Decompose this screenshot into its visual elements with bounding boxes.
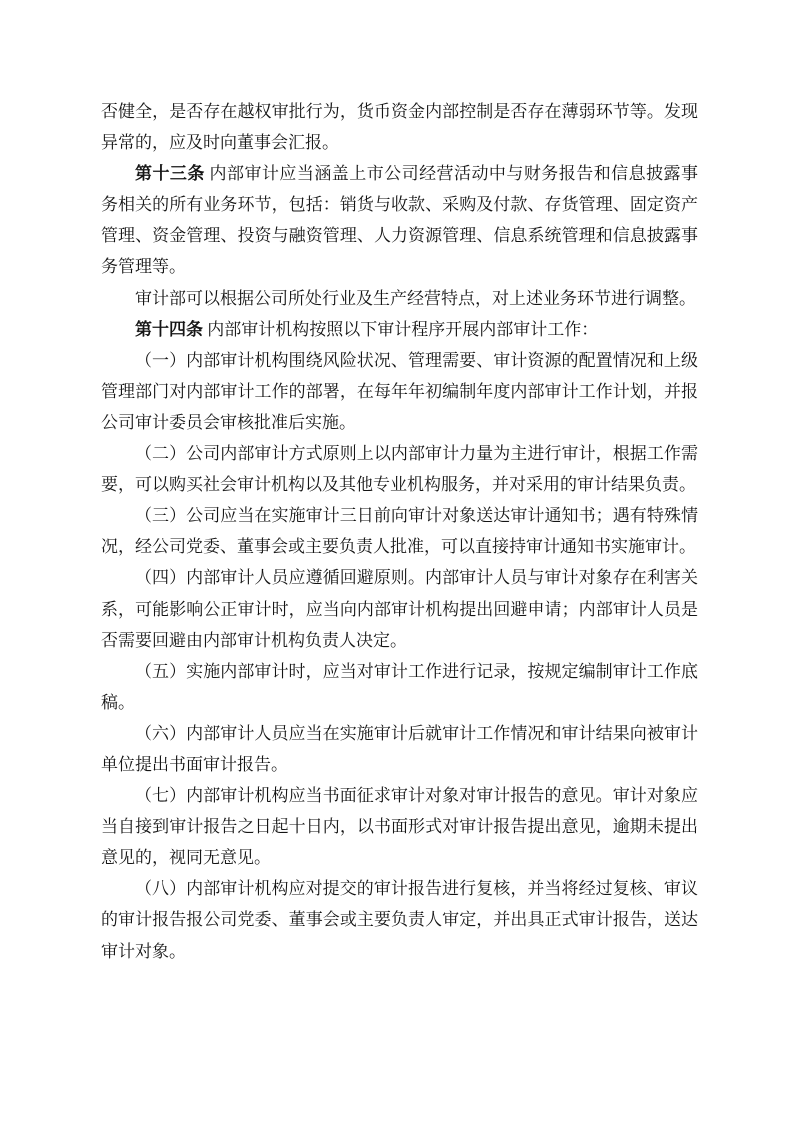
text-run: 况，经公司党委、董事会或主要负责人批准，可以直接持审计通知书实施审计。 <box>101 537 696 557</box>
text-run: 异常的，应及时向董事会汇报。 <box>101 133 339 153</box>
document-line <box>101 625 698 656</box>
text-run: （四）内部审计人员应遵循回避原则。内部审计人员与审计对象存在利害关 <box>135 568 698 588</box>
text-run: 务管理等。 <box>101 257 186 277</box>
document-content <box>101 96 698 967</box>
document-line <box>101 314 698 345</box>
article-number: 第十四条 <box>135 319 203 339</box>
document-line <box>101 189 698 220</box>
article-number: 第十三条 <box>135 164 205 184</box>
document-line <box>101 562 698 593</box>
document-line <box>101 904 698 935</box>
document-line <box>101 96 698 127</box>
document-line <box>101 531 698 562</box>
document-line <box>101 842 698 873</box>
text-run: 管理部门对内部审计工作的部署，在每年年初编制年度内部审计工作计划，并报 <box>101 381 698 401</box>
document-line <box>101 407 698 438</box>
text-run: 系，可能影响公正审计时，应当向内部审计机构提出回避申请；内部审计人员是 <box>101 599 698 619</box>
document-line <box>101 936 698 967</box>
document-line <box>101 749 698 780</box>
text-run: 意见的，视同无意见。 <box>101 848 271 868</box>
document-line <box>101 469 698 500</box>
text-run: （一）内部审计机构围绕风险状况、管理需要、审计资源的配置情况和上级 <box>135 350 698 370</box>
text-run: 内部审计机构按照以下审计程序开展内部审计工作： <box>203 319 599 339</box>
document-line <box>101 500 698 531</box>
document-line <box>101 780 698 811</box>
text-run: 当自接到审计报告之日起十日内，以书面形式对审计报告提出意见，逾期未提出 <box>101 817 698 837</box>
text-run: （八）内部审计机构应对提交的审计报告进行复核，并当将经过复核、审议 <box>135 879 698 899</box>
document-line <box>101 376 698 407</box>
text-run: 稿。 <box>101 692 135 712</box>
text-run: 单位提出书面审计报告。 <box>101 754 288 774</box>
text-run: （二）公司内部审计方式原则上以内部审计力量为主进行审计，根据工作需 <box>135 444 698 464</box>
text-run: （三）公司应当在实施审计三日前向审计对象送达审计通知书；遇有特殊情 <box>135 506 698 526</box>
text-run: （六）内部审计人员应当在实施审计后就审计工作情况和审计结果向被审计 <box>135 723 698 743</box>
document-line <box>101 687 698 718</box>
document-line <box>101 251 698 282</box>
document-line <box>101 873 698 904</box>
text-run: 要，可以购买社会审计机构以及其他专业机构服务，并对采用的审计结果负责。 <box>101 475 696 495</box>
document-line <box>101 127 698 158</box>
document-line <box>101 158 698 189</box>
document-line <box>101 283 698 314</box>
text-run: 务相关的所有业务环节，包括：销货与收款、采购及付款、存货管理、固定资产 <box>101 195 698 215</box>
document-line <box>101 811 698 842</box>
document-line <box>101 656 698 687</box>
document-line <box>101 594 698 625</box>
text-run: 公司审计委员会审核批准后实施。 <box>101 412 356 432</box>
text-run: 审计对象。 <box>101 941 186 961</box>
text-run: 否需要回避由内部审计机构负责人决定。 <box>101 630 407 650</box>
document-line <box>101 345 698 376</box>
text-run: （七）内部审计机构应当书面征求审计对象对审计报告的意见。审计对象应 <box>135 786 698 806</box>
text-run: 否健全，是否存在越权审批行为，货币资金内部控制是否存在薄弱环节等。发现 <box>101 102 698 121</box>
text-run: 的审计报告报公司党委、董事会或主要负责人审定，并出具正式审计报告，送达 <box>101 910 698 930</box>
text-run: （五）实施内部审计时，应当对审计工作进行记录，按规定编制审计工作底 <box>135 661 698 681</box>
document-line <box>101 718 698 749</box>
text-run: 内部审计应当涵盖上市公司经营活动中与财务报告和信息披露事 <box>204 164 698 184</box>
text-run: 审计部可以根据公司所处行业及生产经营特点，对上述业务环节进行调整。 <box>135 288 696 308</box>
document-line <box>101 438 698 469</box>
document-line <box>101 220 698 251</box>
text-run: 管理、资金管理、投资与融资管理、人力资源管理、信息系统管理和信息披露事 <box>101 226 698 246</box>
